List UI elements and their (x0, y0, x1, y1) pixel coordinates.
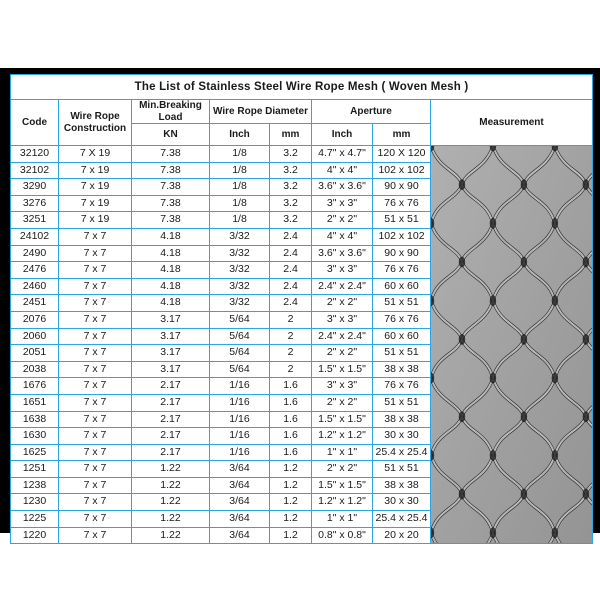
table-cell: 3.6" x 3.6" (312, 179, 373, 196)
table-cell: 76 x 76 (373, 262, 431, 279)
table-cell: 7 x 7 (59, 228, 132, 245)
table-cell: 3/64 (210, 461, 270, 478)
table-cell: 3/32 (210, 262, 270, 279)
table-cell: 7 x 7 (59, 461, 132, 478)
table-cell: 2490 (11, 245, 59, 262)
table-cell: 2051 (11, 345, 59, 362)
table-cell: 4.7" x 4.7" (312, 146, 373, 163)
table-cell: 2.4 (270, 228, 312, 245)
table-cell: 3/32 (210, 295, 270, 312)
table-cell: 60 x 60 (373, 278, 431, 295)
table-cell: 51 x 51 (373, 461, 431, 478)
column-header-aperture: Aperture (312, 100, 431, 124)
table-body (11, 146, 593, 544)
table-cell: 25.4 x 25.4 (373, 511, 431, 528)
table-cell: 102 x 102 (373, 228, 431, 245)
table-cell: 4" x 4" (312, 162, 373, 179)
table-cell: 1.6 (270, 394, 312, 411)
column-header-breaking-load: Min.Breaking Load (132, 100, 210, 124)
table-cell: 4.18 (132, 262, 210, 279)
table-cell: 2460 (11, 278, 59, 295)
product-image-frame (0, 68, 600, 541)
table-cell: 1630 (11, 428, 59, 445)
table-cell: 1.6 (270, 378, 312, 395)
table-cell: 3/64 (210, 511, 270, 528)
table-cell: 1/8 (210, 212, 270, 229)
table-cell: 1.22 (132, 511, 210, 528)
table-cell: 1/16 (210, 411, 270, 428)
table-cell: 7.38 (132, 179, 210, 196)
table-cell: 3/32 (210, 245, 270, 262)
table-cell: 1/16 (210, 378, 270, 395)
table-cell: 90 x 90 (373, 179, 431, 196)
table-cell: 51 x 51 (373, 212, 431, 229)
table-row (11, 146, 593, 163)
table-cell: 2 (270, 345, 312, 362)
table-cell: 7 x 19 (59, 212, 132, 229)
table-cell: 2038 (11, 361, 59, 378)
column-header-construction: Wire Rope Construction (59, 100, 132, 146)
table-cell: 38 x 38 (373, 411, 431, 428)
table-cell: 1.5" x 1.5" (312, 361, 373, 378)
table-cell: 1.6 (270, 444, 312, 461)
measurement-photo-cell (431, 146, 593, 544)
table-cell: 2.17 (132, 428, 210, 445)
table-cell: 0.8" x 0.8" (312, 527, 373, 544)
unit-header-diameter-mm: mm (270, 124, 312, 146)
table-cell: 3.2 (270, 146, 312, 163)
table-cell: 76 x 76 (373, 311, 431, 328)
table-cell: 2.4 (270, 262, 312, 279)
table-cell: 1.2 (270, 494, 312, 511)
table-cell: 1/16 (210, 394, 270, 411)
table-cell: 1.22 (132, 461, 210, 478)
table-cell: 51 x 51 (373, 394, 431, 411)
table-cell: 1/8 (210, 179, 270, 196)
table-cell: 102 x 102 (373, 162, 431, 179)
table-cell: 32102 (11, 162, 59, 179)
table-cell: 2.4 (270, 245, 312, 262)
table-cell: 38 x 38 (373, 361, 431, 378)
table-cell: 2" x 2" (312, 394, 373, 411)
table-cell: 7 X 19 (59, 146, 132, 163)
table-cell: 1/16 (210, 444, 270, 461)
table-cell: 7 x 7 (59, 394, 132, 411)
table-cell: 3.6" x 3.6" (312, 245, 373, 262)
table-cell: 5/64 (210, 345, 270, 362)
table-cell: 30 x 30 (373, 494, 431, 511)
table-cell: 5/64 (210, 311, 270, 328)
table-cell: 1/16 (210, 428, 270, 445)
table-cell: 7 x 7 (59, 444, 132, 461)
table-cell: 60 x 60 (373, 328, 431, 345)
table-cell: 2" x 2" (312, 461, 373, 478)
table-cell: 2451 (11, 295, 59, 312)
table-cell: 1651 (11, 394, 59, 411)
table-cell: 1225 (11, 511, 59, 528)
table-cell: 1676 (11, 378, 59, 395)
table-cell: 1.2 (270, 461, 312, 478)
table-cell: 2" x 2" (312, 295, 373, 312)
table-cell: 30 x 30 (373, 428, 431, 445)
table-cell: 2.17 (132, 444, 210, 461)
table-cell: 1.2 (270, 511, 312, 528)
table-cell: 4.18 (132, 228, 210, 245)
table-cell: 3" x 3" (312, 262, 373, 279)
table-cell: 1/8 (210, 146, 270, 163)
unit-header-aperture-inch: Inch (312, 124, 373, 146)
table-cell: 7 x 7 (59, 411, 132, 428)
table-cell: 1625 (11, 444, 59, 461)
table-cell: 2.17 (132, 378, 210, 395)
table-cell: 2" x 2" (312, 212, 373, 229)
table-cell: 7.38 (132, 212, 210, 229)
table-cell: 1.5" x 1.5" (312, 411, 373, 428)
table-cell: 7 x 7 (59, 328, 132, 345)
table-cell: 3/64 (210, 527, 270, 544)
table-cell: 7 x 7 (59, 345, 132, 362)
table-cell: 1.5" x 1.5" (312, 477, 373, 494)
unit-header-diameter-inch: Inch (210, 124, 270, 146)
table-cell: 24102 (11, 228, 59, 245)
table-cell: 1.2 (270, 477, 312, 494)
table-cell: 1220 (11, 527, 59, 544)
table-cell: 3/64 (210, 477, 270, 494)
column-header-diameter: Wire Rope Diameter (210, 100, 312, 124)
table-cell: 20 x 20 (373, 527, 431, 544)
table-cell: 3/64 (210, 494, 270, 511)
wire-rope-mesh-spec-table (10, 74, 593, 544)
wire-rope-mesh-photo (431, 146, 592, 543)
table-cell: 3" x 3" (312, 378, 373, 395)
table-cell: 76 x 76 (373, 195, 431, 212)
table-cell: 1.22 (132, 477, 210, 494)
table-cell: 7 x 7 (59, 378, 132, 395)
table-cell: 2076 (11, 311, 59, 328)
table-cell: 1/8 (210, 162, 270, 179)
table-cell: 7.38 (132, 146, 210, 163)
table-cell: 3/32 (210, 278, 270, 295)
table-cell: 7 x 7 (59, 295, 132, 312)
table-cell: 1.6 (270, 428, 312, 445)
table-cell: 25.4 x 25.4 (373, 444, 431, 461)
table-cell: 3" x 3" (312, 311, 373, 328)
table-cell: 1.22 (132, 527, 210, 544)
table-cell: 32120 (11, 146, 59, 163)
table-cell: 2060 (11, 328, 59, 345)
table-cell: 51 x 51 (373, 345, 431, 362)
table-cell: 120 X 120 (373, 146, 431, 163)
table-cell: 3290 (11, 179, 59, 196)
table-cell: 5/64 (210, 361, 270, 378)
table-cell: 3/32 (210, 228, 270, 245)
table-cell: 7 x 7 (59, 245, 132, 262)
table-cell: 2 (270, 361, 312, 378)
table-cell: 2.4 (270, 278, 312, 295)
table-cell: 1/8 (210, 195, 270, 212)
table-cell: 2 (270, 328, 312, 345)
table-cell: 90 x 90 (373, 245, 431, 262)
table-cell: 7 x 7 (59, 511, 132, 528)
table-cell: 1238 (11, 477, 59, 494)
table-cell: 1.2" x 1.2" (312, 428, 373, 445)
column-header-measurement: Measurement (431, 100, 593, 146)
table-cell: 2.17 (132, 394, 210, 411)
spec-sheet-body (10, 74, 592, 541)
table-cell: 3.2 (270, 195, 312, 212)
table-cell: 7 x 7 (59, 428, 132, 445)
table-cell: 7.38 (132, 195, 210, 212)
table-cell: 1.6 (270, 411, 312, 428)
column-header-code: Code (11, 100, 59, 146)
table-cell: 7 x 19 (59, 162, 132, 179)
table-cell: 2.4" x 2.4" (312, 328, 373, 345)
table-cell: 38 x 38 (373, 477, 431, 494)
table-cell: 1230 (11, 494, 59, 511)
table-cell: 1251 (11, 461, 59, 478)
table-cell: 5/64 (210, 328, 270, 345)
table-cell: 3276 (11, 195, 59, 212)
table-cell: 7 x 7 (59, 262, 132, 279)
table-cell: 51 x 51 (373, 295, 431, 312)
table-cell: 3" x 3" (312, 195, 373, 212)
table-cell: 7 x 7 (59, 494, 132, 511)
table-cell: 2" x 2" (312, 345, 373, 362)
table-cell: 1" x 1" (312, 444, 373, 461)
table-cell: 7 x 7 (59, 311, 132, 328)
table-cell: 3.2 (270, 162, 312, 179)
table-cell: 4.18 (132, 278, 210, 295)
table-cell: 7 x 7 (59, 278, 132, 295)
table-cell: 7 x 7 (59, 527, 132, 544)
table-cell: 1.2 (270, 527, 312, 544)
table-cell: 7 x 7 (59, 361, 132, 378)
table-cell: 3251 (11, 212, 59, 229)
table-cell: 1638 (11, 411, 59, 428)
table-header (11, 75, 593, 146)
unit-header-breaking-load-kn: KN (132, 124, 210, 146)
table-cell: 3.17 (132, 361, 210, 378)
table-cell: 3.17 (132, 328, 210, 345)
table-cell: 2.17 (132, 411, 210, 428)
table-cell: 7 x 19 (59, 195, 132, 212)
title-row (11, 75, 593, 100)
table-cell: 3.2 (270, 179, 312, 196)
table-cell: 2476 (11, 262, 59, 279)
table-cell: 7.38 (132, 162, 210, 179)
table-cell: 2.4" x 2.4" (312, 278, 373, 295)
table-cell: 3.2 (270, 212, 312, 229)
table-cell: 1.2" x 1.2" (312, 494, 373, 511)
table-cell: 1.22 (132, 494, 210, 511)
unit-header-aperture-mm: mm (373, 124, 431, 146)
table-cell: 2 (270, 311, 312, 328)
table-cell: 2.4 (270, 295, 312, 312)
table-cell: 4.18 (132, 295, 210, 312)
table-cell: 4.18 (132, 245, 210, 262)
table-cell: 3.17 (132, 311, 210, 328)
table-cell: 7 x 7 (59, 477, 132, 494)
table-cell: 7 x 19 (59, 179, 132, 196)
table-cell: 4" x 4" (312, 228, 373, 245)
sheet-title: The List of Stainless Steel Wire Rope Mesh ( Woven Mesh ) (11, 75, 593, 100)
header-row-primary (11, 100, 593, 124)
table-cell: 3.17 (132, 345, 210, 362)
table-cell: 76 x 76 (373, 378, 431, 395)
table-cell: 1" x 1" (312, 511, 373, 528)
